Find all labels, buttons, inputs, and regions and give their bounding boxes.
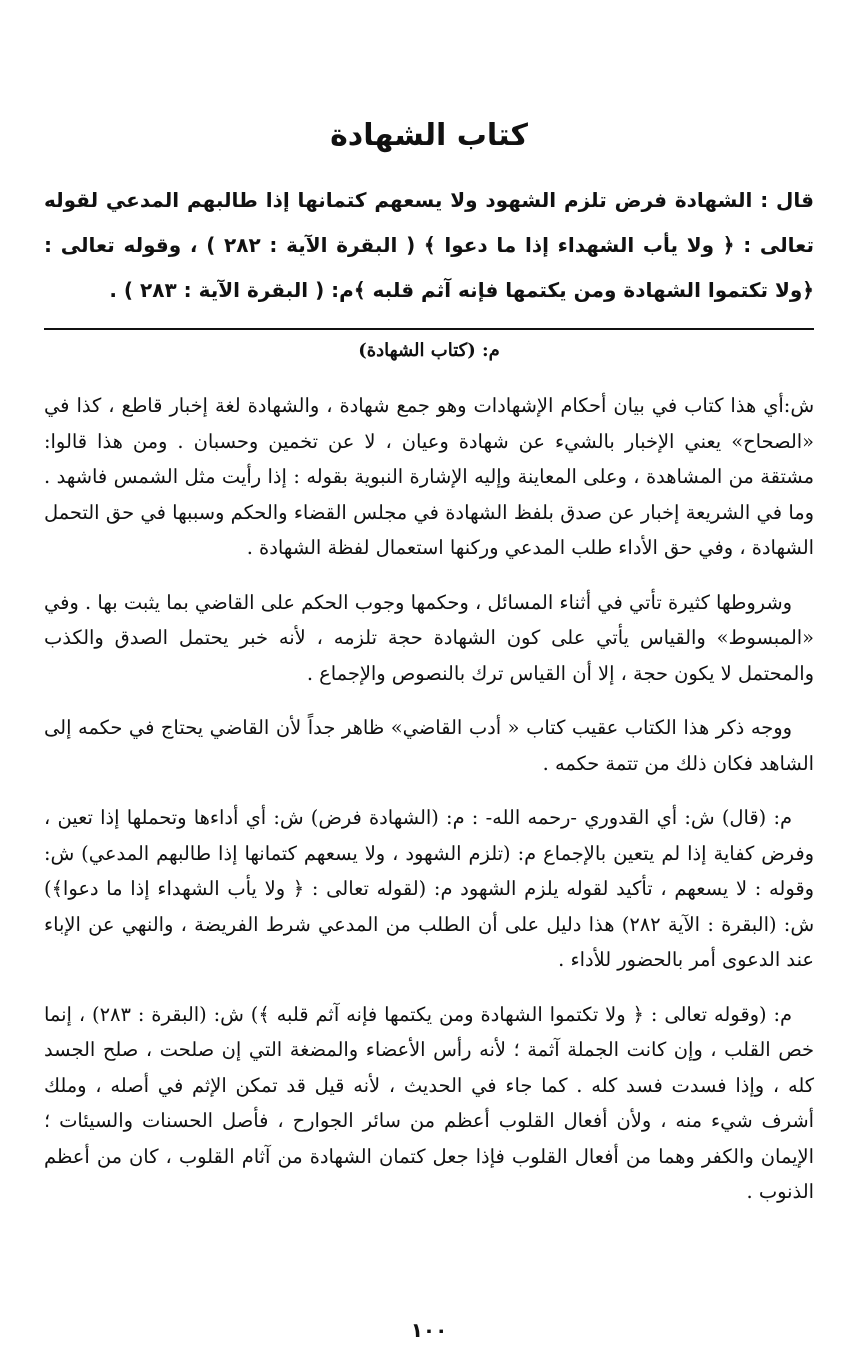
separator-line — [44, 328, 814, 330]
chapter-title: كتاب الشهادة — [330, 118, 528, 153]
commentary-paragraph: م: (قال) ش: أي القدوري -رحمه الله- : م: (الشهادة فرض) ش: أي أداءها وتحملها إذا تعين ، وفرض كفاية إذا لم يتعين بالإجماع م: (تلزم الشهود ، ولا يسعهم كتمانها إذا طالبهم المدعي) ش: وقوله : لا يسعهم ، تأكيد لقوله يلزم الشهود م: (لقوله تعالى : ﴿ ولا يأب الشهداء إذا ما دعوا﴾) ش: (البقرة : الآية ٢٨٢) هذا دليل على أن الطلب من المدعي شرط الفريضة ، والنهي عن الإباء عند الدعوى أمر بالحضور للأداء . — [44, 806, 814, 971]
book-page — [44, 0, 814, 1372]
commentary-heading: م: (كتاب الشهادة) — [358, 340, 500, 361]
commentary-paragraph: م: (وقوله تعالى : ﴿ ولا تكتموا الشهادة ومن يكتمها فإنه آثم قلبه ﴾) ش: (البقرة : ٢٨٣) ، إنما خص القلب ، وإن كانت الجملة آثمة ؛ لأنه رأس الأعضاء والمضغة التي إن صلحت ، صلح الجسد كله ، وإذا فسدت فسد كله . كما جاء في الحديث ، لأنه قيل قد تمكن الإثم في أصله ، وملك أشرف شيء منه ، ولأن أفعال القلوب أعظم من سائر الجوارح ، فأصل الحسنات والسيئات ؛ الإيمان والكفر وهما من أفعال القلوب فإذا جعل كتمان الشهادة من آثام القلوب ، كان من أعظم الذنوب . — [44, 1002, 814, 1203]
page-number: ١٠٠ — [410, 1318, 448, 1342]
commentary-paragraph: ووجه ذكر هذا الكتاب عقيب كتاب « أدب القاضي» ظاهر جداً لأن القاضي يحتاج في حكمه إلى الشاهد فكان ذلك من تتمة حكمه . — [44, 716, 814, 775]
commentary-body — [44, 388, 814, 1229]
commentary-paragraph: وشروطها كثيرة تأتي في أثناء المسائل ، وحكمها وجوب الحكم على القاضي بما يثبت بها . وفي «المبسوط» والقياس يأتي على كون الشهادة حجة تلزمه ، لأنه خبر يحتمل الصدق والكذب والمحتمل لا يكون حجة ، إلا أن القياس ترك بالنصوص والإجماع . — [44, 590, 814, 685]
commentary-paragraph: ش:أي هذا كتاب في بيان أحكام الإشهادات وهو جمع شهادة ، والشهادة لغة إخبار قاطع ، كذا في «الصحاح» يعني الإخبار بالشيء عن شهادة وعيان ، لا عن تخمين وحسبان . ومن هذا قالوا: مشتقة من المشاهدة ، وعلى المعاينة وإليه الإشارة النبوية بقوله : إذا رأيت مثل الشمس فاشهد . وما في الشريعة إخبار عن صدق بلفظ الشهادة في مجلس القضاء والحكم وسببها في حق التحمل الشهادة ، وفي حق الأداء طلب المدعي وركنها استعمال لفظة الشهادة . — [44, 394, 814, 559]
matn-text: قال : الشهادة فرض تلزم الشهود ولا يسعهم كتمانها إذا طالبهم المدعي لقوله تعالى : ﴿ ولا يأب الشهداء إذا ما دعوا ﴾ ( البقرة الآية : ٢٨٢ ) ، وقوله تعالى : ﴿ولا تكتموا الشهادة ومن يكتمها فإنه آثم قلبه ﴾م: ( البقرة الآية : ٢٨٣ ) . — [44, 188, 814, 302]
